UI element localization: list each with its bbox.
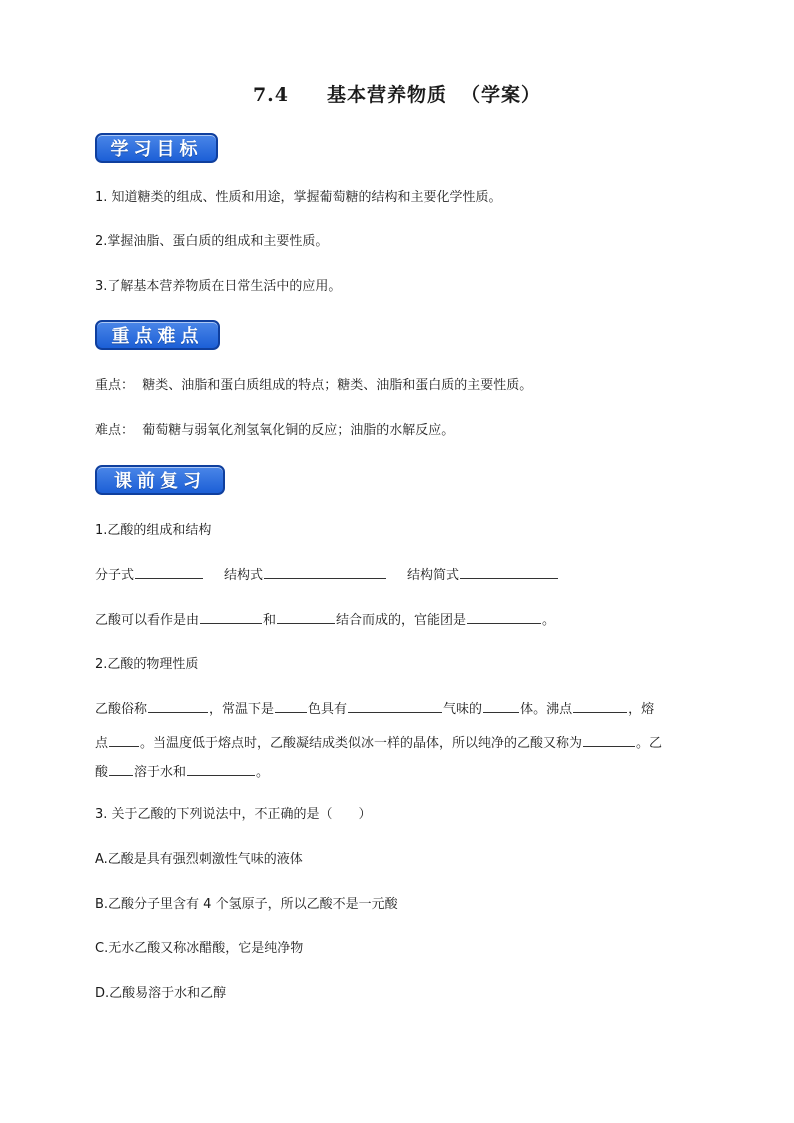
blank-odor[interactable] [348,700,442,713]
q2-text-i: 。乙 [636,736,663,751]
blank-color[interactable] [275,700,307,713]
q2-heading: 2.乙酸的物理性质 [95,657,199,672]
q1-structural-label: 结构式 [224,568,264,583]
goal-item-3: 3.了解基本营养物质在日常生活中的应用。 [95,279,342,294]
q2-text-b: ，常温下是 [209,702,275,717]
q2-text-e: 体。沸点 [520,702,573,717]
q1-text-d: 。 [542,613,556,628]
q2-line-1 [95,700,654,719]
q2-line-3 [95,763,269,782]
q2-text-a: 乙酸俗称 [95,702,148,717]
page-title [0,80,794,107]
blank-functional-group[interactable] [467,611,541,624]
q1-formula-line [95,566,559,585]
q3-option-c: C.无水乙酸又称冰醋酸，它是纯净物 [95,941,304,956]
blank-boiling-point[interactable] [573,700,627,713]
review-badge: 课前复习 [95,465,225,495]
goal-item-1: 1. 知道糖类的组成、性质和用途，掌握葡萄糖的结构和主要化学性质。 [95,190,502,205]
blank-state[interactable] [483,700,519,713]
title-suffix: （学案） [461,84,542,106]
blank-molecular-formula[interactable] [135,566,203,579]
q1-simplified-label: 结构简式 [407,568,460,583]
q1-heading: 1.乙酸的组成和结构 [95,523,212,538]
q3-option-a: A.乙酸是具有强烈刺激性气味的液体 [95,852,303,867]
blank-component-1[interactable] [200,611,262,624]
blank-component-2[interactable] [277,611,335,624]
hard-point-text: 葡萄糖与弱氧化剂氢氧化铜的反应；油脂的水解反应。 [142,423,455,438]
q2-text-k: 溶于水和 [134,765,187,780]
q3-option-b: B.乙酸分子里含有 4 个氢原子，所以乙酸不是一元酸 [95,897,398,912]
title-name: 基本营养物质 [327,84,448,106]
hard-point-line [95,422,454,440]
q3-heading: 3. 关于乙酸的下列说法中，不正确的是（ ） [95,807,372,822]
q2-text-g: 点 [95,736,109,751]
q1-molecular-label: 分子式 [95,568,135,583]
hard-point-label: 难点： [95,423,135,438]
key-point-text: 糖类、油脂和蛋白质组成的特点；糖类、油脂和蛋白质的主要性质。 [142,378,533,393]
key-point-label: 重点： [95,378,135,393]
blank-solubility[interactable] [109,763,133,776]
q3-option-d: D.乙酸易溶于水和乙醇 [95,986,227,1001]
q1-composition-line [95,611,555,630]
q2-text-f: ，熔 [628,702,655,717]
blank-solvent[interactable] [187,763,255,776]
q2-text-c: 色具有 [308,702,348,717]
q2-text-l: 。 [256,765,270,780]
blank-simplified-formula[interactable] [460,566,558,579]
goal-item-2: 2.掌握油脂、蛋白质的组成和主要性质。 [95,234,329,249]
q1-text-b: 和 [263,613,277,628]
key-points-badge: 重点难点 [95,320,220,350]
blank-common-name[interactable] [148,700,208,713]
q2-text-j: 酸 [95,765,109,780]
key-point-line [95,377,532,395]
q2-line-2 [95,734,662,753]
blank-structural-formula[interactable] [264,566,386,579]
q2-text-d: 气味的 [443,702,483,717]
q1-text-c: 结合而成的，官能团是 [336,613,467,628]
goals-badge: 学习目标 [95,133,218,163]
blank-melting-point[interactable] [109,734,139,747]
q2-text-h: 。当温度低于熔点时，乙酸凝结成类似冰一样的晶体，所以纯净的乙酸又称为 [140,736,583,751]
blank-glacial-name[interactable] [583,734,635,747]
title-number: 7.4 [252,84,290,106]
q1-text-a: 乙酸可以看作是由 [95,613,200,628]
